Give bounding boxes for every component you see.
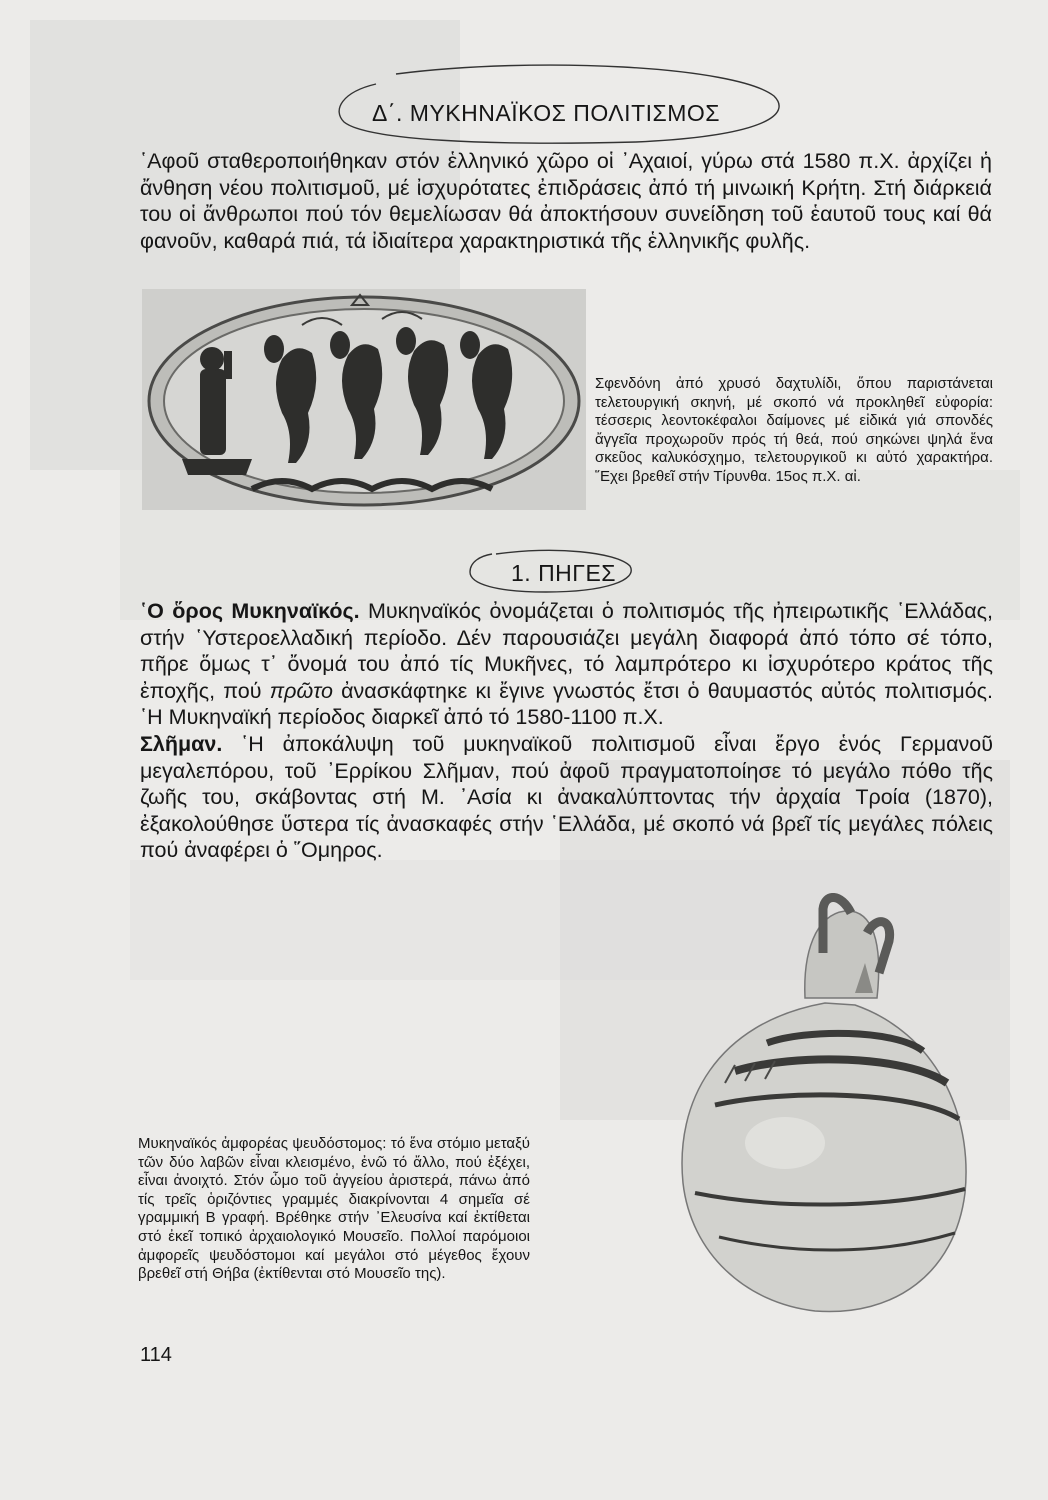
seal-caption: Σφενδόνη ἀπό χρυσό δαχτυλίδι, ὅπου παριστάνεται τελετουργική σκηνή, μέ σκοπό νά προκληθεῖ εὐφορία: τέσσερις λεοντοκέφαλοι δαίμονες μέ εἰδικά γιά σπονδές ἄγγεῖα προχωροῦν πρός τή θεά, πού σηκώνει ψηλά ἕνα σκεῦος καλυκόσχημο, τελετουργικοῦ κι αὐτό χαρακτήρα. ῞Εχει βρεθεῖ στήν Τίρυνθα. 15ος π.Χ. αἰ. <box>595 375 993 485</box>
paragraph-text: Μυκηναϊκός ὀνομάζεται ὁ πολιτισμός τῆς ἠπειρωτικῆς ῾Ελλάδας, στήν ῾Υστεροελλαδική περίοδο. Δέν παρουσιάζει μεγάλη διαφορά ἀπό τόπο σέ τόπο, πῆρε ὅμως τ᾿ ὄνομά του ἀπό τίς Μυκῆνες, τό λαμπρότερο κι ἰσχυρότερο κράτος τῆς ἐποχῆς, πού <box>140 599 993 703</box>
paragraph-schliemann <box>140 731 993 864</box>
gold-ring-seal-image <box>142 289 586 510</box>
paragraph-text: ῾Η ἀποκάλυψη τοῦ μυκηναϊκοῦ πολιτισμοῦ εἶναι ἔργο ἑνός Γερμανοῦ μεγαλεπόρου, τοῦ ᾿Ερρίκου Σλῆμαν, πού ἀφοῦ πραγματοποίησε τό μεγάλο πόθο τῆς ζωῆς του, σκάβοντας στή Μ. ᾿Ασία κι ἀνακαλύπτοντας τήν ἀρχαία Τροία (1870), ἐξακολούθησε ὕστερα τίς ἀνασκαφές στήν ῾Ελλάδα, μέ σκοπό νά βρεῖ τίς μεγάλες πόλεις πού ἀναφέρει ὁ ῞Ομηρος. <box>140 731 993 863</box>
stirrup-jar-image <box>655 893 985 1323</box>
chapter-title: Δ΄. ΜΥΚΗΝΑΪΚΟΣ ΠΟΛΙΤΙΣΜΟΣ <box>372 100 720 126</box>
section-title: 1. ΠΗΓΕΣ <box>511 560 617 586</box>
paragraph-mycenaean-term <box>140 598 993 731</box>
amphora-caption: Μυκηναϊκός ἀμφορέας ψευδόστομος: τό ἕνα στόμιο μεταξύ τῶν δύο λαβῶν εἶναι κλεισμένο, ἐνῶ τό ἄλλο, πού ἐξέχει, εἶναι ἀνοιχτό. Στόν ὦμο τοῦ ἀγγείου ἀριστερά, πάνω ἀπό τίς τρεῖς ὁριζόντιες γραμμές διακρίνονται 4 σημεῖα σέ γραμμική Β γραφή. Βρέθηκε στήν ᾿Ελευσίνα καί ἐκτίθεται στό ἐκεῖ τοπικό ἀρχαιολογικό Μουσεῖο. Πολλοί παρόμοιοι ἀμφορεῖς ψευδόστομοι καί μεγάλοι στό μέγεθος ἔχουν βρεθεῖ στή Θήβα (ἐκτίθενται στό Μουσεῖο της). <box>138 1135 530 1283</box>
term-heading: ῾Ο ὅρος Μυκηναϊκός. <box>140 599 360 623</box>
intro-paragraph: ῾Αφοῦ σταθεροποιήθηκαν στόν ἑλληνικό χῶρο οἱ ᾿Αχαιοί, γύρω στά 1580 π.Χ. ἀρχίζει ἡ ἄνθηση νέου πολιτισμοῦ, μέ ἰσχυρότατες ἐπιδράσεις ἀπό τή μινωική Κρήτη. Στή διάρκειά του οἱ ἄνθρωποι πού τόν θεμελίωσαν θά ἀποκτήσουν συνείδηση τοῦ ἑαυτοῦ τους καί θά φανοῦν, καθαρά πιά, τά ἰδιαίτερα χαρακτηριστικά τῆς ἑλληνικῆς φυλῆς. <box>140 149 992 253</box>
emphasis-word: πρῶτο <box>269 678 333 703</box>
term-heading: Σλῆμαν. <box>140 731 223 756</box>
page-number: 114 <box>140 1344 172 1366</box>
sources-body <box>140 598 993 864</box>
paragraph-text: ἀνασκάφτηκε κι ἔγινε γνωστός ἔτσι ὁ θαυμαστός αὐτός πολιτισμός. ῾Η Μυκηναϊκή περίοδος διαρκεῖ ἀπό τό 1580-1100 π.Χ. <box>140 678 994 730</box>
